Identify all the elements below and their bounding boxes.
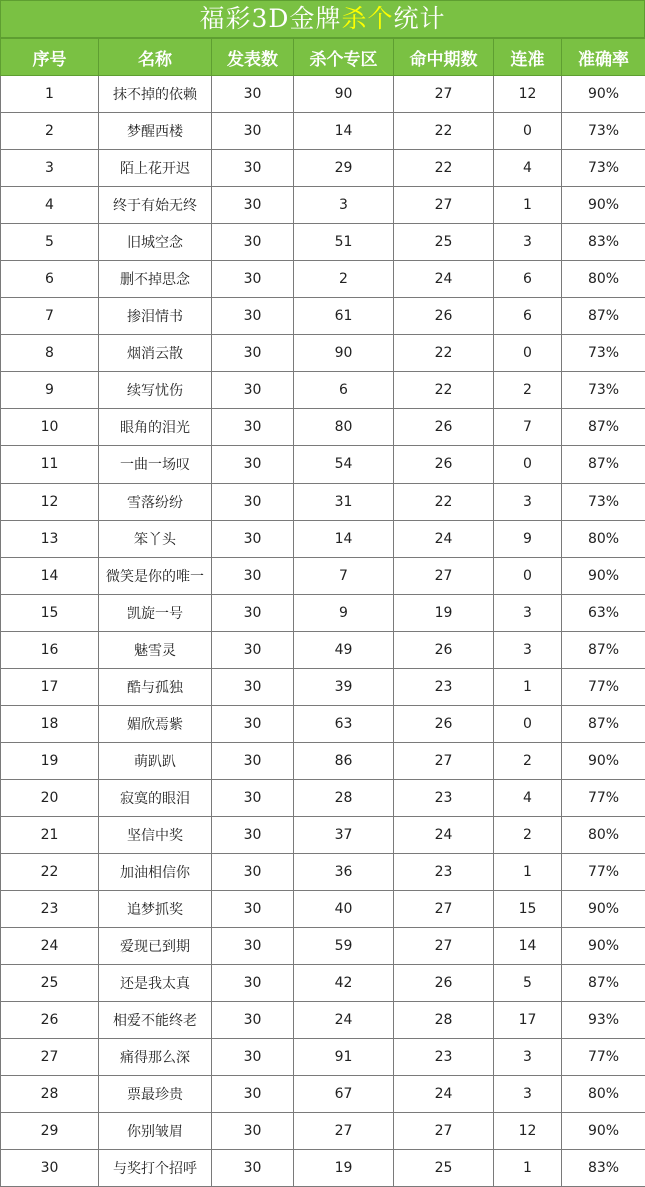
- cell-streak: 3: [494, 631, 562, 668]
- cell-hits: 27: [394, 928, 494, 965]
- table-row: [1, 891, 645, 928]
- cell-kill-zone: 36: [294, 853, 394, 890]
- cell-index: 5: [1, 224, 99, 261]
- cell-accuracy: 90%: [562, 557, 645, 594]
- cell-hits: 26: [394, 446, 494, 483]
- cell-streak: 2: [494, 742, 562, 779]
- cell-hits: 23: [394, 1039, 494, 1076]
- cell-streak: 14: [494, 928, 562, 965]
- table-row: [1, 557, 645, 594]
- cell-streak: 12: [494, 1113, 562, 1150]
- cell-posts: 30: [212, 891, 294, 928]
- cell-name: 删不掉思念: [99, 261, 212, 298]
- table-row: [1, 520, 645, 557]
- cell-accuracy: 83%: [562, 1150, 645, 1187]
- cell-index: 20: [1, 779, 99, 816]
- table-row: [1, 335, 645, 372]
- cell-name: 笨丫头: [99, 520, 212, 557]
- cell-hits: 22: [394, 372, 494, 409]
- cell-accuracy: 90%: [562, 76, 645, 113]
- cell-index: 24: [1, 928, 99, 965]
- cell-kill-zone: 14: [294, 113, 394, 150]
- cell-posts: 30: [212, 965, 294, 1002]
- cell-posts: 30: [212, 1039, 294, 1076]
- cell-posts: 30: [212, 816, 294, 853]
- cell-kill-zone: 63: [294, 705, 394, 742]
- column-header-streak: 连准: [494, 39, 562, 76]
- title-suffix: 统计: [393, 4, 445, 33]
- cell-hits: 26: [394, 631, 494, 668]
- cell-posts: 30: [212, 779, 294, 816]
- cell-kill-zone: 51: [294, 224, 394, 261]
- cell-index: 29: [1, 1113, 99, 1150]
- cell-kill-zone: 7: [294, 557, 394, 594]
- cell-name: 痛得那么深: [99, 1039, 212, 1076]
- cell-name: 追梦抓奖: [99, 891, 212, 928]
- cell-hits: 22: [394, 150, 494, 187]
- cell-kill-zone: 31: [294, 483, 394, 520]
- cell-streak: 1: [494, 1150, 562, 1187]
- cell-accuracy: 63%: [562, 594, 645, 631]
- table-row: [1, 372, 645, 409]
- cell-hits: 24: [394, 1076, 494, 1113]
- cell-streak: 3: [494, 594, 562, 631]
- cell-hits: 22: [394, 113, 494, 150]
- cell-kill-zone: 37: [294, 816, 394, 853]
- cell-accuracy: 87%: [562, 446, 645, 483]
- cell-posts: 30: [212, 668, 294, 705]
- column-header-index: 序号: [1, 39, 99, 76]
- cell-hits: 23: [394, 779, 494, 816]
- cell-name: 一曲一场叹: [99, 446, 212, 483]
- cell-name: 坚信中奖: [99, 816, 212, 853]
- table-row: [1, 224, 645, 261]
- cell-streak: 17: [494, 1002, 562, 1039]
- cell-hits: 24: [394, 816, 494, 853]
- title-highlight: 杀个: [341, 4, 393, 33]
- cell-kill-zone: 9: [294, 594, 394, 631]
- cell-name: 终于有始无终: [99, 187, 212, 224]
- cell-index: 7: [1, 298, 99, 335]
- cell-name: 续写忧伤: [99, 372, 212, 409]
- cell-accuracy: 73%: [562, 113, 645, 150]
- cell-name: 爱现已到期: [99, 928, 212, 965]
- cell-hits: 26: [394, 705, 494, 742]
- cell-index: 28: [1, 1076, 99, 1113]
- cell-hits: 25: [394, 1150, 494, 1187]
- cell-index: 15: [1, 594, 99, 631]
- cell-kill-zone: 28: [294, 779, 394, 816]
- table-row: [1, 705, 645, 742]
- cell-name: 眼角的泪光: [99, 409, 212, 446]
- cell-posts: 30: [212, 705, 294, 742]
- cell-accuracy: 90%: [562, 1113, 645, 1150]
- cell-accuracy: 73%: [562, 150, 645, 187]
- cell-streak: 9: [494, 520, 562, 557]
- cell-posts: 30: [212, 1002, 294, 1039]
- cell-kill-zone: 29: [294, 150, 394, 187]
- cell-posts: 30: [212, 298, 294, 335]
- cell-hits: 27: [394, 891, 494, 928]
- cell-accuracy: 73%: [562, 335, 645, 372]
- cell-kill-zone: 39: [294, 668, 394, 705]
- table-row: [1, 298, 645, 335]
- cell-accuracy: 83%: [562, 224, 645, 261]
- table-row: [1, 853, 645, 890]
- cell-posts: 30: [212, 557, 294, 594]
- cell-posts: 30: [212, 409, 294, 446]
- table-row: [1, 409, 645, 446]
- cell-posts: 30: [212, 928, 294, 965]
- cell-posts: 30: [212, 446, 294, 483]
- cell-index: 23: [1, 891, 99, 928]
- cell-name: 陌上花开迟: [99, 150, 212, 187]
- cell-name: 你别皱眉: [99, 1113, 212, 1150]
- table-row: [1, 742, 645, 779]
- cell-name: 微笑是你的唯一: [99, 557, 212, 594]
- table-row: [1, 816, 645, 853]
- cell-kill-zone: 49: [294, 631, 394, 668]
- cell-hits: 22: [394, 335, 494, 372]
- cell-kill-zone: 42: [294, 965, 394, 1002]
- cell-hits: 26: [394, 298, 494, 335]
- cell-name: 票最珍贵: [99, 1076, 212, 1113]
- cell-posts: 30: [212, 1076, 294, 1113]
- cell-accuracy: 87%: [562, 631, 645, 668]
- cell-hits: 25: [394, 224, 494, 261]
- cell-accuracy: 87%: [562, 409, 645, 446]
- cell-accuracy: 87%: [562, 705, 645, 742]
- cell-index: 18: [1, 705, 99, 742]
- cell-name: 雪落纷纷: [99, 483, 212, 520]
- cell-accuracy: 77%: [562, 779, 645, 816]
- cell-streak: 6: [494, 298, 562, 335]
- cell-posts: 30: [212, 150, 294, 187]
- cell-accuracy: 87%: [562, 965, 645, 1002]
- cell-posts: 30: [212, 335, 294, 372]
- cell-name: 梦醒西楼: [99, 113, 212, 150]
- cell-accuracy: 77%: [562, 668, 645, 705]
- cell-index: 6: [1, 261, 99, 298]
- cell-index: 12: [1, 483, 99, 520]
- cell-posts: 30: [212, 853, 294, 890]
- cell-hits: 27: [394, 1113, 494, 1150]
- cell-streak: 2: [494, 816, 562, 853]
- title-prefix: 福彩3D金牌: [200, 4, 342, 33]
- cell-kill-zone: 67: [294, 1076, 394, 1113]
- cell-streak: 3: [494, 1039, 562, 1076]
- cell-accuracy: 90%: [562, 891, 645, 928]
- cell-streak: 1: [494, 187, 562, 224]
- cell-accuracy: 80%: [562, 1076, 645, 1113]
- table-row: [1, 76, 645, 113]
- cell-accuracy: 80%: [562, 520, 645, 557]
- cell-streak: 0: [494, 446, 562, 483]
- cell-hits: 28: [394, 1002, 494, 1039]
- cell-name: 寂寞的眼泪: [99, 779, 212, 816]
- cell-name: 魅雪灵: [99, 631, 212, 668]
- cell-accuracy: 77%: [562, 853, 645, 890]
- cell-index: 8: [1, 335, 99, 372]
- table-row: [1, 1002, 645, 1039]
- cell-accuracy: 73%: [562, 372, 645, 409]
- cell-streak: 6: [494, 261, 562, 298]
- cell-accuracy: 73%: [562, 483, 645, 520]
- cell-kill-zone: 19: [294, 1150, 394, 1187]
- cell-index: 4: [1, 187, 99, 224]
- cell-index: 25: [1, 965, 99, 1002]
- cell-name: 媚欣焉紫: [99, 705, 212, 742]
- table-header: [1, 39, 645, 76]
- column-header-name: 名称: [99, 39, 212, 76]
- column-header-hits: 命中期数: [394, 39, 494, 76]
- cell-kill-zone: 2: [294, 261, 394, 298]
- table-row: [1, 668, 645, 705]
- cell-index: 26: [1, 1002, 99, 1039]
- cell-streak: 7: [494, 409, 562, 446]
- cell-kill-zone: 14: [294, 520, 394, 557]
- cell-kill-zone: 3: [294, 187, 394, 224]
- cell-streak: 3: [494, 1076, 562, 1113]
- cell-kill-zone: 24: [294, 1002, 394, 1039]
- table-row: [1, 965, 645, 1002]
- cell-name: 凯旋一号: [99, 594, 212, 631]
- cell-hits: 23: [394, 668, 494, 705]
- cell-accuracy: 93%: [562, 1002, 645, 1039]
- cell-accuracy: 77%: [562, 1039, 645, 1076]
- cell-name: 还是我太真: [99, 965, 212, 1002]
- cell-kill-zone: 59: [294, 928, 394, 965]
- cell-name: 旧城空念: [99, 224, 212, 261]
- table-row: [1, 1076, 645, 1113]
- cell-hits: 27: [394, 187, 494, 224]
- cell-index: 9: [1, 372, 99, 409]
- cell-kill-zone: 80: [294, 409, 394, 446]
- cell-name: 萌趴趴: [99, 742, 212, 779]
- cell-kill-zone: 27: [294, 1113, 394, 1150]
- cell-streak: 0: [494, 705, 562, 742]
- cell-hits: 24: [394, 261, 494, 298]
- cell-posts: 30: [212, 113, 294, 150]
- cell-hits: 24: [394, 520, 494, 557]
- cell-name: 抹不掉的依赖: [99, 76, 212, 113]
- cell-index: 13: [1, 520, 99, 557]
- table-row: [1, 187, 645, 224]
- header-row: [1, 39, 645, 76]
- table-row: [1, 1150, 645, 1187]
- cell-accuracy: 90%: [562, 187, 645, 224]
- cell-streak: 0: [494, 113, 562, 150]
- table-row: [1, 631, 645, 668]
- cell-accuracy: 80%: [562, 816, 645, 853]
- table-row: [1, 113, 645, 150]
- cell-index: 16: [1, 631, 99, 668]
- cell-accuracy: 87%: [562, 298, 645, 335]
- cell-hits: 19: [394, 594, 494, 631]
- table-row: [1, 1039, 645, 1076]
- cell-posts: 30: [212, 224, 294, 261]
- table-body: [1, 76, 645, 1187]
- cell-index: 2: [1, 113, 99, 150]
- cell-index: 22: [1, 853, 99, 890]
- cell-streak: 3: [494, 224, 562, 261]
- cell-streak: 0: [494, 335, 562, 372]
- cell-posts: 30: [212, 594, 294, 631]
- cell-index: 1: [1, 76, 99, 113]
- cell-kill-zone: 40: [294, 891, 394, 928]
- cell-hits: 27: [394, 76, 494, 113]
- cell-streak: 12: [494, 76, 562, 113]
- cell-hits: 27: [394, 742, 494, 779]
- cell-kill-zone: 6: [294, 372, 394, 409]
- cell-streak: 5: [494, 965, 562, 1002]
- cell-posts: 30: [212, 742, 294, 779]
- cell-kill-zone: 90: [294, 335, 394, 372]
- cell-accuracy: 90%: [562, 742, 645, 779]
- cell-index: 10: [1, 409, 99, 446]
- cell-hits: 26: [394, 409, 494, 446]
- cell-name: 加油相信你: [99, 853, 212, 890]
- cell-index: 3: [1, 150, 99, 187]
- column-header-kill-zone: 杀个专区: [294, 39, 394, 76]
- cell-streak: 2: [494, 372, 562, 409]
- cell-name: 与奖打个招呼: [99, 1150, 212, 1187]
- cell-posts: 30: [212, 187, 294, 224]
- cell-kill-zone: 90: [294, 76, 394, 113]
- cell-index: 27: [1, 1039, 99, 1076]
- cell-streak: 1: [494, 853, 562, 890]
- cell-kill-zone: 91: [294, 1039, 394, 1076]
- page-title: [0, 0, 645, 38]
- cell-kill-zone: 86: [294, 742, 394, 779]
- cell-kill-zone: 61: [294, 298, 394, 335]
- cell-hits: 23: [394, 853, 494, 890]
- stats-table: [0, 38, 645, 1187]
- cell-accuracy: 80%: [562, 261, 645, 298]
- cell-streak: 0: [494, 557, 562, 594]
- cell-posts: 30: [212, 1113, 294, 1150]
- cell-index: 30: [1, 1150, 99, 1187]
- cell-posts: 30: [212, 76, 294, 113]
- cell-kill-zone: 54: [294, 446, 394, 483]
- cell-posts: 30: [212, 1150, 294, 1187]
- table-row: [1, 779, 645, 816]
- cell-streak: 3: [494, 483, 562, 520]
- cell-name: 相爱不能终老: [99, 1002, 212, 1039]
- cell-name: 掺泪情书: [99, 298, 212, 335]
- cell-index: 19: [1, 742, 99, 779]
- table-row: [1, 150, 645, 187]
- column-header-posts: 发表数: [212, 39, 294, 76]
- cell-streak: 4: [494, 150, 562, 187]
- cell-streak: 1: [494, 668, 562, 705]
- cell-posts: 30: [212, 261, 294, 298]
- cell-streak: 15: [494, 891, 562, 928]
- cell-posts: 30: [212, 631, 294, 668]
- cell-hits: 22: [394, 483, 494, 520]
- table-row: [1, 1113, 645, 1150]
- cell-index: 11: [1, 446, 99, 483]
- table-row: [1, 594, 645, 631]
- cell-accuracy: 90%: [562, 928, 645, 965]
- cell-hits: 27: [394, 557, 494, 594]
- cell-hits: 26: [394, 965, 494, 1002]
- table-row: [1, 483, 645, 520]
- table-row: [1, 261, 645, 298]
- cell-streak: 4: [494, 779, 562, 816]
- cell-index: 17: [1, 668, 99, 705]
- cell-posts: 30: [212, 372, 294, 409]
- cell-index: 14: [1, 557, 99, 594]
- cell-name: 酷与孤独: [99, 668, 212, 705]
- cell-index: 21: [1, 816, 99, 853]
- cell-name: 烟消云散: [99, 335, 212, 372]
- column-header-accuracy: 准确率: [562, 39, 645, 76]
- cell-posts: 30: [212, 520, 294, 557]
- table-row: [1, 928, 645, 965]
- cell-posts: 30: [212, 483, 294, 520]
- table-row: [1, 446, 645, 483]
